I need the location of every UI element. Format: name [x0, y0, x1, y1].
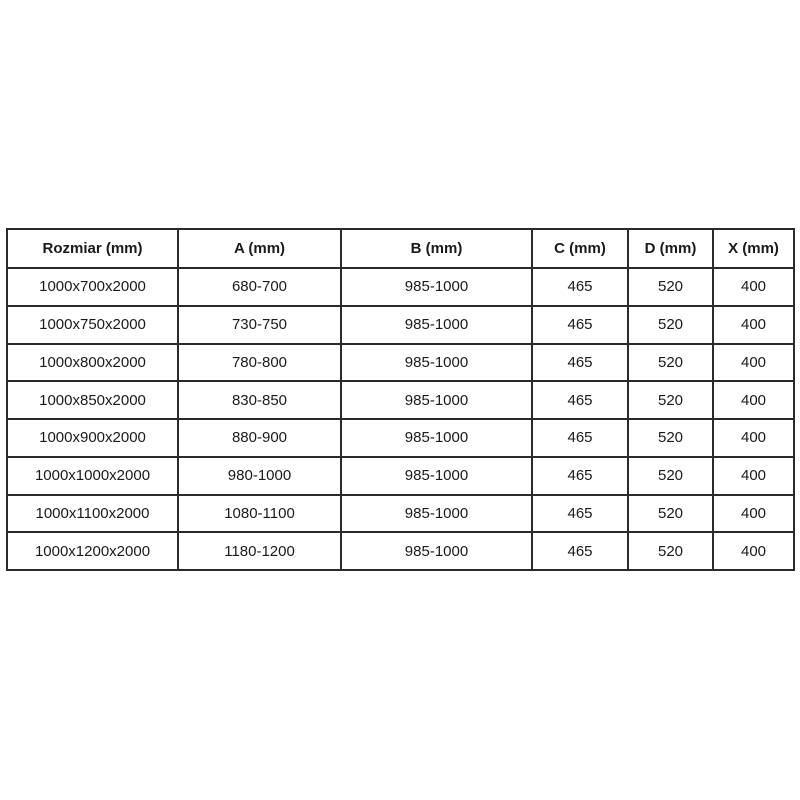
column-header: Rozmiar (mm) — [7, 229, 178, 268]
table-row — [7, 457, 794, 495]
table-cell: 1080-1100 — [178, 495, 341, 533]
table-cell: 400 — [713, 381, 794, 419]
table-cell: 830-850 — [178, 381, 341, 419]
table-cell: 985-1000 — [341, 381, 532, 419]
table-cell: 520 — [628, 381, 713, 419]
table-cell: 520 — [628, 306, 713, 344]
column-header: B (mm) — [341, 229, 532, 268]
table-row — [7, 495, 794, 533]
table-cell: 1000x900x2000 — [7, 419, 178, 457]
column-header: A (mm) — [178, 229, 341, 268]
table-cell: 1180-1200 — [178, 532, 341, 570]
table-cell: 1000x1200x2000 — [7, 532, 178, 570]
table-cell: 465 — [532, 306, 628, 344]
column-header: X (mm) — [713, 229, 794, 268]
column-header: D (mm) — [628, 229, 713, 268]
table-cell: 400 — [713, 268, 794, 306]
table-cell: 880-900 — [178, 419, 341, 457]
table-cell: 1000x850x2000 — [7, 381, 178, 419]
table-cell: 465 — [532, 268, 628, 306]
table-body — [7, 268, 794, 570]
table-cell: 520 — [628, 457, 713, 495]
table-cell: 465 — [532, 495, 628, 533]
table-cell: 400 — [713, 306, 794, 344]
table-cell: 400 — [713, 457, 794, 495]
table-cell: 400 — [713, 532, 794, 570]
table-cell: 400 — [713, 495, 794, 533]
table-head — [7, 229, 794, 268]
table-cell: 985-1000 — [341, 268, 532, 306]
dimensions-table — [6, 228, 795, 571]
table-cell: 985-1000 — [341, 495, 532, 533]
table-cell: 465 — [532, 344, 628, 382]
table-cell: 980-1000 — [178, 457, 341, 495]
table-cell: 985-1000 — [341, 457, 532, 495]
table-cell: 985-1000 — [341, 419, 532, 457]
table-cell: 1000x1100x2000 — [7, 495, 178, 533]
table-cell: 1000x800x2000 — [7, 344, 178, 382]
table-cell: 520 — [628, 344, 713, 382]
table-cell: 520 — [628, 419, 713, 457]
table-row — [7, 344, 794, 382]
column-header: C (mm) — [532, 229, 628, 268]
table-cell: 680-700 — [178, 268, 341, 306]
table-cell: 465 — [532, 457, 628, 495]
table-cell: 465 — [532, 381, 628, 419]
table-row — [7, 532, 794, 570]
table-cell: 400 — [713, 419, 794, 457]
table-row — [7, 306, 794, 344]
table-cell: 730-750 — [178, 306, 341, 344]
table-cell: 985-1000 — [341, 532, 532, 570]
table-cell: 520 — [628, 268, 713, 306]
table-row — [7, 419, 794, 457]
table-header-row — [7, 229, 794, 268]
table-cell: 780-800 — [178, 344, 341, 382]
table-cell: 985-1000 — [341, 344, 532, 382]
table-row — [7, 268, 794, 306]
table-cell: 1000x700x2000 — [7, 268, 178, 306]
table-cell: 1000x1000x2000 — [7, 457, 178, 495]
table-cell: 520 — [628, 532, 713, 570]
table-cell: 1000x750x2000 — [7, 306, 178, 344]
table-cell: 985-1000 — [341, 306, 532, 344]
table-cell: 400 — [713, 344, 794, 382]
table-cell: 465 — [532, 532, 628, 570]
table-row — [7, 381, 794, 419]
table-cell: 465 — [532, 419, 628, 457]
table-cell: 520 — [628, 495, 713, 533]
